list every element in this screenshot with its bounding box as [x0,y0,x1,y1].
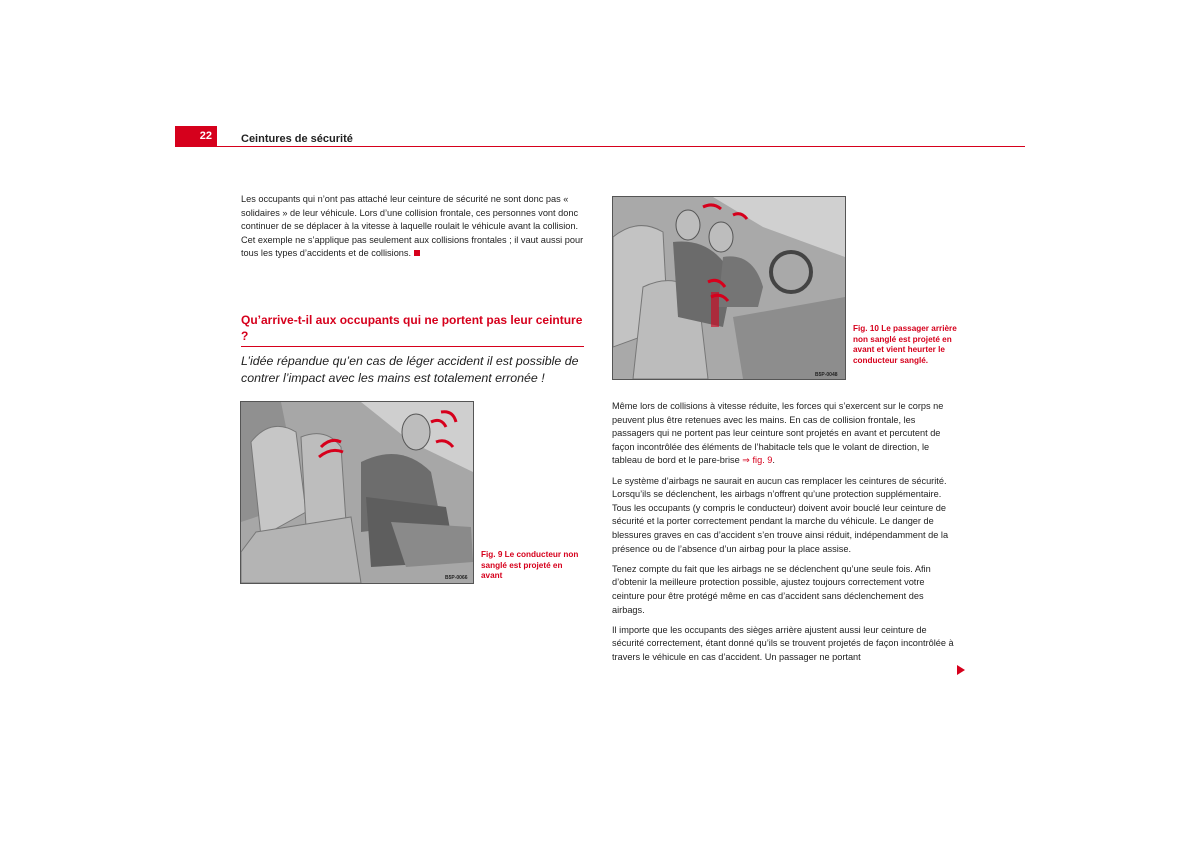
continue-arrow-icon [957,665,965,675]
rear-passenger-unbelted-illustration [613,197,845,379]
figure-10-caption: Fig. 10 Le passager arrière non sanglé est projeté en avant et vient heurter le conducteur sanglé. [853,324,957,365]
paragraph-1: Même lors de collisions à vitesse réduite, les forces qui s’exercent sur le corps ne peuvent plus être retenues avec les mains. En cas de collision frontale, les passagers qui ne portent pas leur ceinture sont projetés en avant et percutent de façon incontrôlée des éléments de l’habitacle tels que le volant de direction, le tableau de bord et le pare-brise ⇒ fig. 9. [612,401,944,466]
figure-10-code: B5P-0048 [815,372,838,378]
end-of-section-icon [414,250,420,256]
lead-statement: L’idée répandue qu’en cas de léger accident il est possible de contrer l’impact avec les mains est totalement erronée ! [241,354,579,385]
header-rule [175,146,1025,147]
intro-text: Les occupants qui n’ont pas attaché leur ceinture de sécurité ne sont donc pas « solidaires » de leur véhicule. Lors d’une collision frontale, ces personnes vont donc continuer de se déplacer à la vitesse à laquelle roulait le véhicule avant la collision. Cet exemple ne s’applique pas seulement aux collisions frontales ; il vaut aussi pour tous les types d’accidents et de collisions. [241,194,584,259]
paragraph-2: Le système d’airbags ne saurait en aucun cas remplacer les ceintures de sécurité. Lorsqu’ils se déclenchent, les airbags n’offrent qu’une protection supplémentaire. Tous les occupants (y compris le conducteur) doivent avoir bouclé leur ceinture de sécurité et la porter correctement pendant la marche du véhicule. Le danger de blessures graves en cas d’accident s’en trouve ainsi réduit, indépendamment de la présence ou de l’absence d’un airbag pour la place assise. [612,475,949,554]
page-number: 22 [175,126,217,147]
driver-unbelted-illustration [241,402,473,583]
right-column-text [612,400,956,671]
figure-9-reference-link[interactable]: ⇒ fig. 9 [742,455,773,466]
figure-10-illustration [612,196,846,380]
paragraph-4: Il importe que les occupants des sièges arrière ajustent aussi leur ceinture de sécurité correctement, étant donné qu’ils se trouvent projetés de façon incontrôlée à travers le véhicule en cas d’accident. Un passager ne portant [612,624,954,662]
figure-9-code: B5P-0066 [445,575,468,581]
intro-paragraph [241,193,584,261]
paragraph-3: Tenez compte du fait que les airbags ne se déclenchent qu’une seule fois. Afin d’obtenir la meilleure protection possible, ajustez toujours correctement votre ceinture pour être protégé même en cas d’accident sans déclenchement des airbags. [612,563,931,615]
figure-9-illustration [240,401,474,584]
figure-9-caption: Fig. 9 Le conducteur non sanglé est projeté en avant [481,550,579,581]
chapter-title: Ceintures de sécurité [241,133,353,145]
paragraph-1-text: Même lors de collisions à vitesse réduite, les forces qui s’exercent sur le corps ne peuvent plus être retenues avec les mains. En cas de collision frontale, les passagers qui ne portent pas leur ceinture sont projetés en avant et percutent de façon incontrôlée des éléments de l’habitacle tels que le volant de direction, le tableau de bord et le pare-brise [612,401,944,466]
section-heading: Qu’arrive-t-il aux occupants qui ne portent pas leur ceinture ? [241,312,584,347]
